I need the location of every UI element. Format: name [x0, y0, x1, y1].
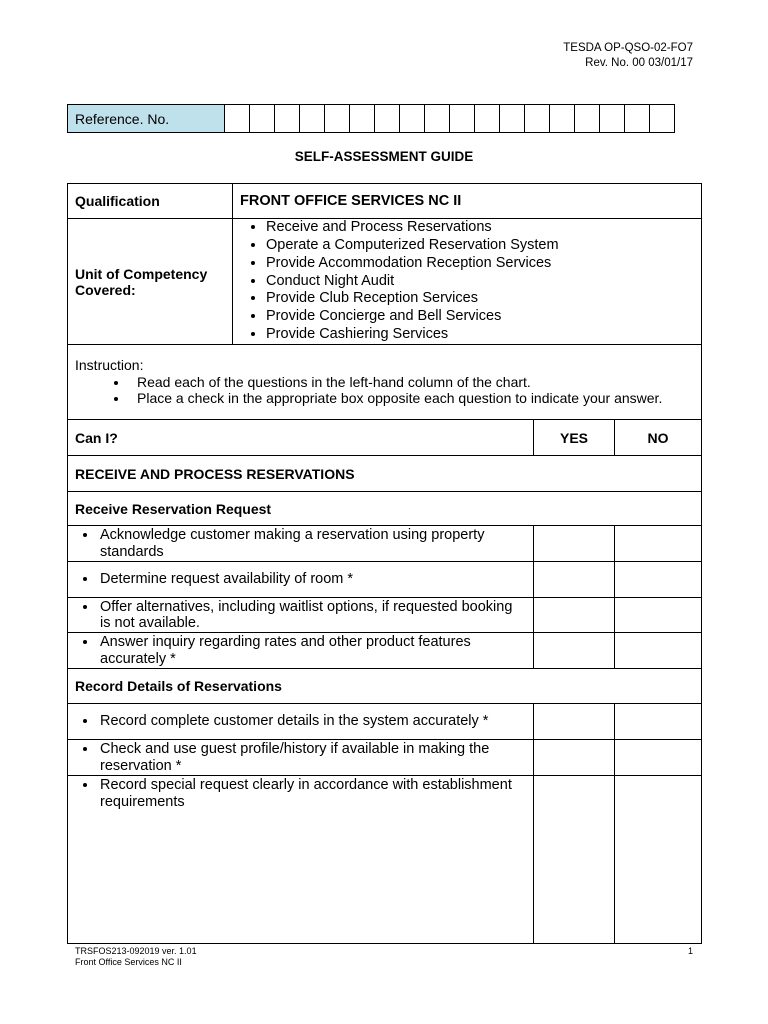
- unit-item: • Receive and Process Reservations: [266, 219, 694, 237]
- form-code-block: [563, 41, 693, 71]
- yes-checkbox[interactable]: [534, 740, 615, 776]
- reference-label: Reference. No.: [68, 105, 225, 133]
- no-checkbox[interactable]: [615, 704, 702, 740]
- qualification-value: FRONT OFFICE SERVICES NC II: [233, 184, 702, 219]
- question-cell: [68, 562, 534, 598]
- subsection-title: Record Details of Reservations: [68, 669, 702, 704]
- self-assessment-table: [67, 183, 702, 944]
- unit-item: • Conduct Night Audit: [266, 273, 694, 291]
- question-row: [68, 633, 702, 669]
- form-code: TESDA OP-QSO-02-FO7: [563, 42, 693, 54]
- question-text: • Answer inquiry regarding rates and other product features accurately *: [98, 634, 526, 667]
- no-checkbox[interactable]: [615, 740, 702, 776]
- yes-checkbox[interactable]: [534, 776, 615, 944]
- footer-qualification: Front Office Services NC II: [75, 957, 182, 967]
- reference-box[interactable]: [350, 105, 375, 133]
- question-cell: [68, 740, 534, 776]
- reference-box[interactable]: [575, 105, 600, 133]
- question-row: [68, 740, 702, 776]
- question-cell: [68, 776, 534, 944]
- question-row: [68, 562, 702, 598]
- instruction-item: • Read each of the questions in the left-hand column of the chart.: [129, 374, 694, 391]
- reference-number-table: [67, 104, 675, 133]
- instruction-item: • Place a check in the appropriate box opposite each question to indicate your answer.: [129, 390, 694, 407]
- subsection-row: [68, 492, 702, 526]
- yes-checkbox[interactable]: [534, 598, 615, 633]
- qualification-label: Qualification: [68, 184, 233, 219]
- subsection-row: [68, 669, 702, 704]
- instruction-label: Instruction:: [75, 357, 144, 374]
- reference-box[interactable]: [425, 105, 450, 133]
- qualification-row: [68, 184, 702, 219]
- reference-box[interactable]: [600, 105, 625, 133]
- reference-box[interactable]: [300, 105, 325, 133]
- yes-checkbox[interactable]: [534, 633, 615, 669]
- question-cell: [68, 704, 534, 740]
- question-cell: [68, 633, 534, 669]
- units-cell: [233, 219, 702, 345]
- question-row: [68, 598, 702, 633]
- no-column-header: NO: [615, 420, 702, 456]
- reference-box[interactable]: [475, 105, 500, 133]
- question-text: • Determine request availability of room *: [98, 571, 526, 588]
- document-title: SELF-ASSESSMENT GUIDE: [294, 149, 474, 164]
- units-label: Unit of Competency Covered:: [68, 219, 233, 345]
- reference-box[interactable]: [650, 105, 675, 133]
- yes-checkbox[interactable]: [534, 562, 615, 598]
- reference-box[interactable]: [625, 105, 650, 133]
- question-cell: [68, 598, 534, 633]
- instruction-cell: [68, 345, 702, 420]
- no-checkbox[interactable]: [615, 526, 702, 562]
- reference-box[interactable]: [525, 105, 550, 133]
- instruction-row: [68, 345, 702, 420]
- unit-item: • Provide Concierge and Bell Services: [266, 308, 694, 326]
- reference-box[interactable]: [325, 105, 350, 133]
- question-row: [68, 704, 702, 740]
- page-footer: [75, 946, 695, 968]
- reference-box[interactable]: [375, 105, 400, 133]
- reference-box[interactable]: [450, 105, 475, 133]
- section-title: RECEIVE AND PROCESS RESERVATIONS: [68, 456, 702, 492]
- column-header-row: [68, 420, 702, 456]
- reference-box[interactable]: [225, 105, 250, 133]
- no-checkbox[interactable]: [615, 562, 702, 598]
- unit-item: • Operate a Computerized Reservation System: [266, 237, 694, 255]
- question-text: • Record complete customer details in the system accurately *: [98, 713, 526, 730]
- revision-number: Rev. No. 00 03/01/17: [585, 57, 693, 69]
- instruction-list: [75, 374, 694, 407]
- footer-doc-code: TRSFOS213-092019 ver. 1.01: [75, 946, 197, 956]
- reference-box[interactable]: [550, 105, 575, 133]
- units-list: [240, 219, 694, 344]
- reference-box[interactable]: [250, 105, 275, 133]
- question-text: • Acknowledge customer making a reservation using property standards: [98, 527, 526, 560]
- no-checkbox[interactable]: [615, 776, 702, 944]
- yes-checkbox[interactable]: [534, 526, 615, 562]
- question-text: • Check and use guest profile/history if available in making the reservation *: [98, 741, 526, 774]
- unit-item: • Provide Cashiering Services: [266, 326, 694, 344]
- unit-item: • Provide Club Reception Services: [266, 290, 694, 308]
- reference-box[interactable]: [500, 105, 525, 133]
- unit-item: • Provide Accommodation Reception Services: [266, 255, 694, 273]
- page-number: 1: [687, 946, 693, 956]
- reference-box[interactable]: [275, 105, 300, 133]
- yes-checkbox[interactable]: [534, 704, 615, 740]
- question-text: • Offer alternatives, including waitlist options, if requested booking is not available.: [98, 599, 526, 632]
- question-cell: [68, 526, 534, 562]
- no-checkbox[interactable]: [615, 633, 702, 669]
- yes-column-header: YES: [534, 420, 615, 456]
- units-row: [68, 219, 702, 345]
- section-row: [68, 456, 702, 492]
- question-text: • Record special request clearly in accordance with establishment requirements: [98, 777, 526, 810]
- subsection-title: Receive Reservation Request: [68, 492, 702, 526]
- no-checkbox[interactable]: [615, 598, 702, 633]
- question-column-header: Can I?: [68, 420, 534, 456]
- reference-box[interactable]: [400, 105, 425, 133]
- question-row: [68, 526, 702, 562]
- question-row: [68, 776, 702, 944]
